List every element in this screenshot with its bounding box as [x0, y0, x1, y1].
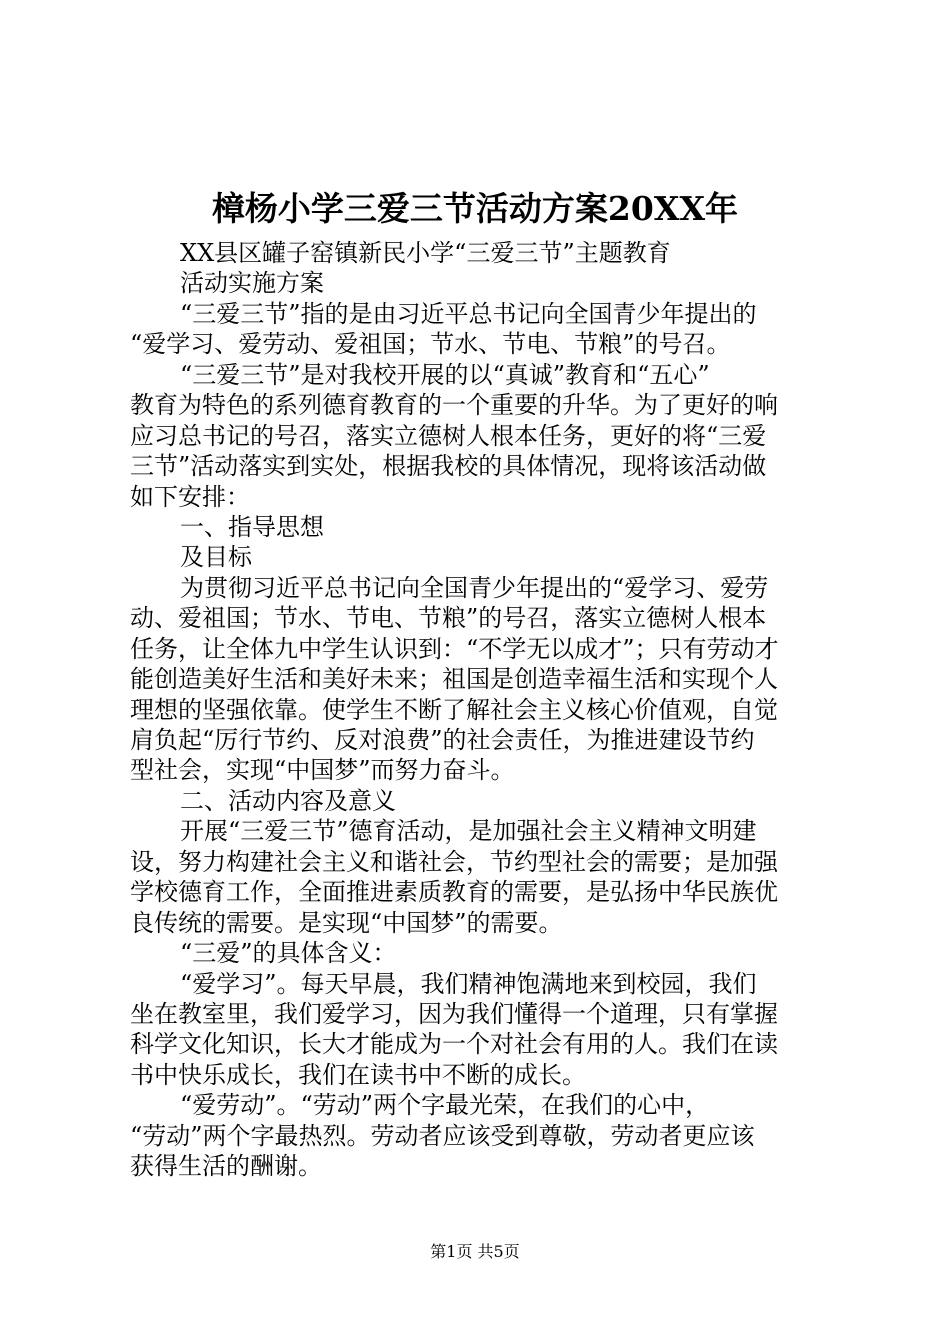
text-line: 理想的坚强依靠。使学生不断了解社会主义核心价值观，自觉	[130, 695, 778, 724]
text-line: 设，努力构建社会主义和谐社会，节约型社会的需要；是加强	[130, 847, 778, 876]
page-footer: 第1页 共5页	[430, 1242, 520, 1261]
document-title: 樟杨小学三爱三节活动方案20XX年	[211, 189, 739, 228]
text-line: 三节”活动落实到实处，根据我校的具体情况，现将该活动做	[130, 452, 767, 481]
section-heading: 及目标	[180, 543, 252, 572]
text-line: “三爱三节”指的是由习近平总书记向全国青少年提出的	[180, 299, 757, 328]
text-line: 肩负起“厉行节约、反对浪费”的社会责任，为推进建设节约	[130, 726, 755, 754]
text-line: “爱劳动”。“劳动”两个字最光荣，在我们的心中，	[180, 1091, 710, 1120]
text-line: 为贯彻习近平总书记向全国青少年提出的“爱学习、爱劳	[180, 573, 769, 602]
text-line: 获得生活的酬谢。	[130, 1152, 322, 1181]
text-line: 教育为特色的系列德育教育的一个重要的升华。为了更好的响	[130, 391, 778, 420]
text-line: “三爱三节”是对我校开展的以“真诚”教育和“五心”	[180, 360, 710, 389]
text-line: 应习总书记的号召，落实立德树人根本任务，更好的将“三爱	[130, 421, 767, 450]
text-line: XX县区罐子窑镇新民小学“三爱三节”主题教育	[180, 239, 671, 267]
text-line: 科学文化知识，长大才能成为一个对社会有用的人。我们在读	[130, 1030, 778, 1059]
text-line: “爱学习”。每天早晨，我们精神饱满地来到校园，我们	[180, 969, 757, 998]
document-body	[130, 238, 830, 1182]
text-line: 如下安排：	[130, 482, 250, 511]
text-line: “三爱”的具体含义：	[180, 939, 397, 968]
text-line: 活动实施方案	[180, 269, 324, 298]
text-line: 开展“三爱三节”德育活动，是加强社会主义精神文明建	[180, 817, 757, 846]
text-line: 能创造美好生活和美好未来；祖国是创造幸福生活和实现个人	[130, 665, 778, 694]
text-line: 任务，让全体九中学生认识到：“不学无以成才”；只有劳动才	[130, 634, 779, 663]
text-line: 书中快乐成长，我们在读书中不断的成长。	[130, 1060, 586, 1089]
text-line: 型社会，实现“中国梦”而努力奋斗。	[130, 756, 515, 785]
section-heading: 二、活动内容及意义	[180, 786, 396, 815]
text-line: “爱学习、爱劳动、爱祖国；节水、节电、节粮”的号召。	[130, 330, 731, 359]
text-line: 坐在教室里，我们爱学习，因为我们懂得一个道理，只有掌握	[130, 999, 778, 1028]
text-line: 良传统的需要。是实现“中国梦”的需要。	[130, 908, 563, 937]
section-heading: 一、指导思想	[180, 512, 324, 541]
text-line: 学校德育工作，全面推进素质教育的需要，是弘扬中华民族优	[130, 878, 778, 907]
text-line: “劳动”两个字最热烈。劳动者应该受到尊敬，劳动者更应该	[130, 1121, 755, 1150]
text-line: 动、爱祖国；节水、节电、节粮”的号召，落实立德树人根本	[130, 604, 767, 633]
